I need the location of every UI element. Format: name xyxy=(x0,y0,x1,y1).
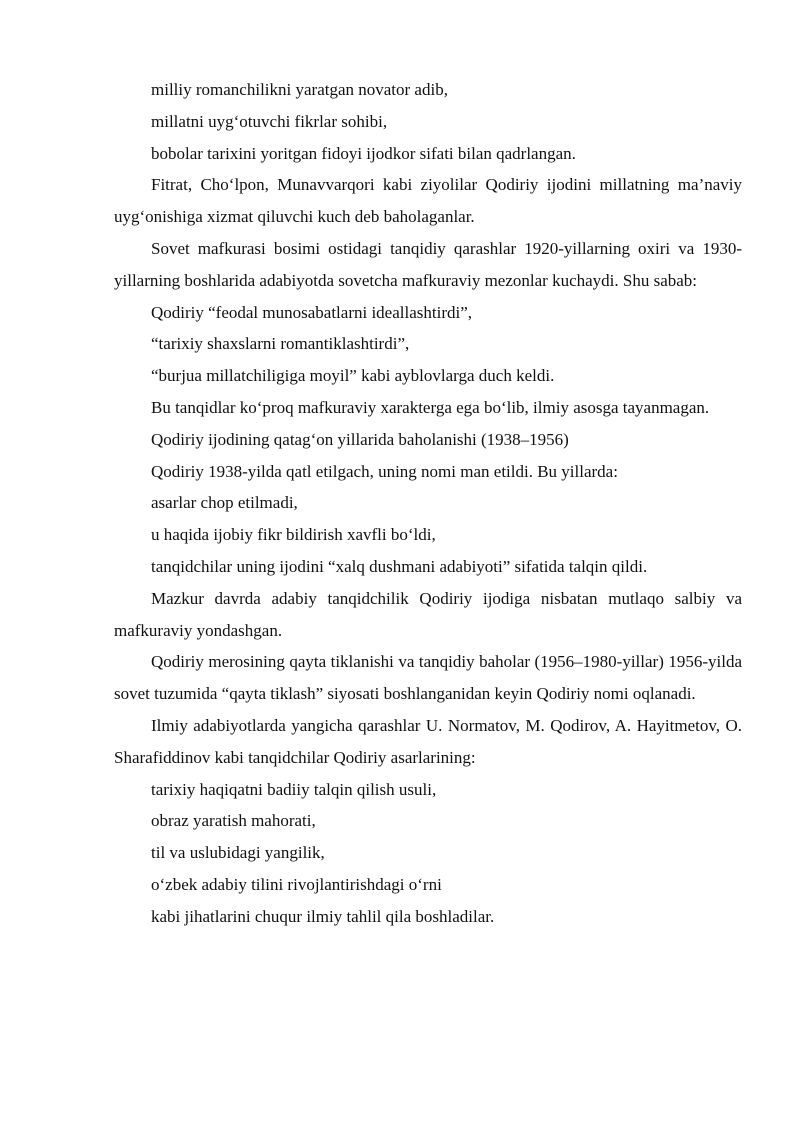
paragraph-9: Bu tanqidlar ko‘proq mafkuraviy xarakterga ega bo‘lib, ilmiy asosga tayanmagan. xyxy=(151,397,710,417)
paragraph-5: Sovet mafkurasi bosimi ostidagi tanqidiy qarashlar 1920-yillarning oxiri va 1930-yillarning boshlarida adabiyotda sovetcha mafkuraviy mezonlar kuchaydi. Shu sabab: xyxy=(114,238,742,290)
paragraph-7: “tarixiy shaxslarni romantiklashtirdi”, xyxy=(151,334,410,354)
paragraph-13: u haqida ijobiy fikr bildirish xavfli bo‘ldi, xyxy=(151,525,436,545)
paragraph-8: “burjua millatchiligiga moyil” kabi ayblovlarga duch keldi. xyxy=(151,366,555,386)
paragraph-17: Ilmiy adabiyotlarda yangicha qarashlar U. Normatov, M. Qodirov, A. Hayitmetov, O. Sharafiddinov kabi tanqidchilar Qodiriy asarlarining: xyxy=(114,715,742,767)
paragraph-14: tanqidchilar uning ijodini “xalq dushmani adabiyoti” sifatida talqin qildi. xyxy=(151,556,648,576)
paragraph-1: milliy romanchilikni yaratgan novator adib, xyxy=(151,80,448,99)
paragraph-21: o‘zbek adabiy tilini rivojlantirishdagi o‘rni xyxy=(151,874,442,894)
paragraph-20: til va uslubidagi yangilik, xyxy=(151,843,325,863)
paragraph-10: Qodiriy ijodining qatag‘on yillarida baholanishi (1938–1956) xyxy=(151,429,569,449)
paragraph-19: obraz yaratish mahorati, xyxy=(151,811,316,831)
paragraph-15: Mazkur davrda adabiy tanqidchilik Qodiriy ijodiga nisbatan mutlaqo salbiy va mafkuraviy yondashgan. xyxy=(114,588,742,640)
paragraph-6: Qodiriy “feodal munosabatlarni ideallashtirdi”, xyxy=(151,302,473,322)
paragraph-18: tarixiy haqiqatni badiiy talqin qilish usuli, xyxy=(151,779,437,799)
paragraph-16: Qodiriy merosining qayta tiklanishi va tanqidiy baholar (1956–1980-yillar) 1956-yilda sovet tuzumida “qayta tiklash” siyosati boshlanganidan keyin Qodiriy nomi oqlanadi. xyxy=(114,652,742,704)
paragraph-3: bobolar tarixini yoritgan fidoyi ijodkor sifati bilan qadrlangan. xyxy=(151,143,576,163)
paragraph-22: kabi jihatlarini chuqur ilmiy tahlil qila boshladilar. xyxy=(151,906,495,926)
paragraph-2: millatni uyg‘otuvchi fikrlar sohibi, xyxy=(151,111,388,131)
paragraph-12: asarlar chop etilmadi, xyxy=(151,493,298,513)
paragraph-4: Fitrat, Cho‘lpon, Munavvarqori kabi ziyolilar Qodiriy ijodini millatning ma’naviy uyg‘onishiga xizmat qiluvchi kuch deb baholaganlar. xyxy=(114,175,742,227)
paragraph-11: Qodiriy 1938-yilda qatl etilgach, uning nomi man etildi. Bu yillarda: xyxy=(151,461,618,481)
